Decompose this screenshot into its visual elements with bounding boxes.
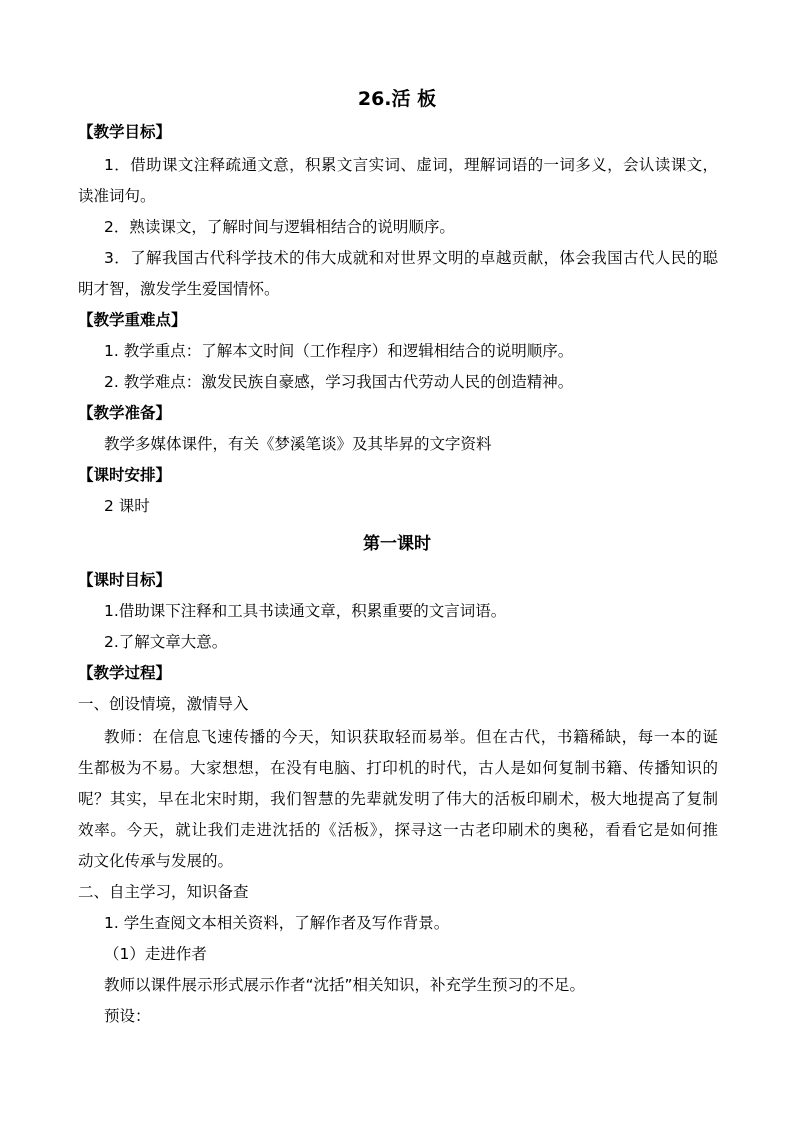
task-1-subheading: （1）走进作者 [104,945,207,963]
key-point-2-text: 2. 教学难点：激发民族自豪感，学习我国古代劳动人民的创造精神。 [104,373,574,391]
task-1-description: 教师以课件展示形式展示作者“沈括”相关知识，补充学生预习的不足。 [104,976,586,994]
lesson-goals-heading-line [0,565,794,595]
intro-line-1 [0,722,794,752]
step-2-title-line [0,877,794,907]
preparation-line [0,429,794,459]
objective-2-line [0,212,794,242]
lesson-1-title-line [0,529,794,559]
schedule-line [0,491,794,521]
lesson-goal-2-text: 2.了解文章大意。 [104,633,228,651]
intro-line-2 [0,753,794,783]
objectives-heading-line [0,117,794,147]
process-heading-line [0,658,794,688]
section-heading-process: 【教学过程】 [78,664,172,682]
objective-1-text-end: 读准词句。 [78,187,156,205]
preparation-heading-line [0,398,794,428]
intro-line-4 [0,815,794,845]
intro-paragraph-line-5: 动文化传承与发展的。 [78,852,234,870]
intro-paragraph-line-3: 呢？其实，早在北宋时期，我们智慧的先辈就发明了伟大的活板印刷术，极大地提高了复制 [78,790,718,808]
intro-line-5 [0,846,794,876]
task-1-line [0,908,794,938]
key-points-heading-line [0,305,794,335]
lesson-goal-1-line [0,596,794,626]
section-heading-key-points: 【教学重难点】 [78,311,187,329]
intro-paragraph-line-2: 生都极为不易。大家想想，在没有电脑、打印机的时代，古人是如何复制书籍、传播知识的 [78,759,718,777]
lesson-goal-2-line [0,627,794,657]
objective-1-line-2 [0,181,794,211]
objective-3-line-1 [0,243,794,273]
schedule-text: 2 课时 [104,497,150,515]
objective-1-line-1 [0,150,794,180]
section-heading-schedule: 【课时安排】 [78,466,172,484]
preset-label: 预设： [104,1007,151,1025]
lesson-goal-1-text: 1.借助课下注释和工具书读通文章，积累重要的文言词语。 [104,602,507,620]
title-line [0,84,794,114]
section-heading-objectives: 【教学目标】 [78,123,172,141]
intro-paragraph-line-4: 效率。今天，就让我们走进沈括的《活板》，探寻这一古老印刷术的奥秘，看看它是如何推 [78,821,718,839]
task-1-text: 1. 学生查阅文本相关资料，了解作者及写作背景。 [104,914,450,932]
step-1-title-line [0,689,794,719]
key-point-1-text: 1. 教学重点：了解本文时间（工作程序）和逻辑相结合的说明顺序。 [104,342,574,360]
intro-line-3 [0,784,794,814]
step-2-title: 二、自主学习，知识备查 [78,883,249,901]
objective-3-line-2 [0,274,794,304]
section-heading-lesson-goals: 【课时目标】 [78,571,172,589]
task-1-sub-line [0,939,794,969]
schedule-heading-line [0,460,794,490]
step-1-title: 一、创设情境，激情导入 [78,695,249,713]
lesson-1-title: 第一课时 [363,534,431,554]
objective-3-text-start: 3．了解我国古代科学技术的伟大成就和对世界文明的卓越贡献，体会我国古代人民的聪 [104,249,718,267]
objective-1-text-start: 1．借助课文注释疏通文意，积累文言实词、虚词，理解词语的一词多义，会认读课文， [104,156,718,174]
key-point-2-line [0,367,794,397]
preset-line [0,1001,794,1031]
section-heading-preparation: 【教学准备】 [78,404,172,422]
preparation-text: 教学多媒体课件，有关《梦溪笔谈》及其毕昇的文字资料 [104,435,492,453]
document-title: 26.活 板 [357,88,437,110]
intro-paragraph-line-1: 教师：在信息飞速传播的今天，知识获取轻而易举。但在古代，书籍稀缺，每一本的诞 [104,728,718,746]
objective-3-text-end: 明才智，激发学生爱国情怀。 [78,280,280,298]
key-point-1-line [0,336,794,366]
task-1-desc-line [0,970,794,1000]
objective-2-text: 2．熟读课文，了解时间与逻辑相结合的说明顺序。 [104,218,455,236]
